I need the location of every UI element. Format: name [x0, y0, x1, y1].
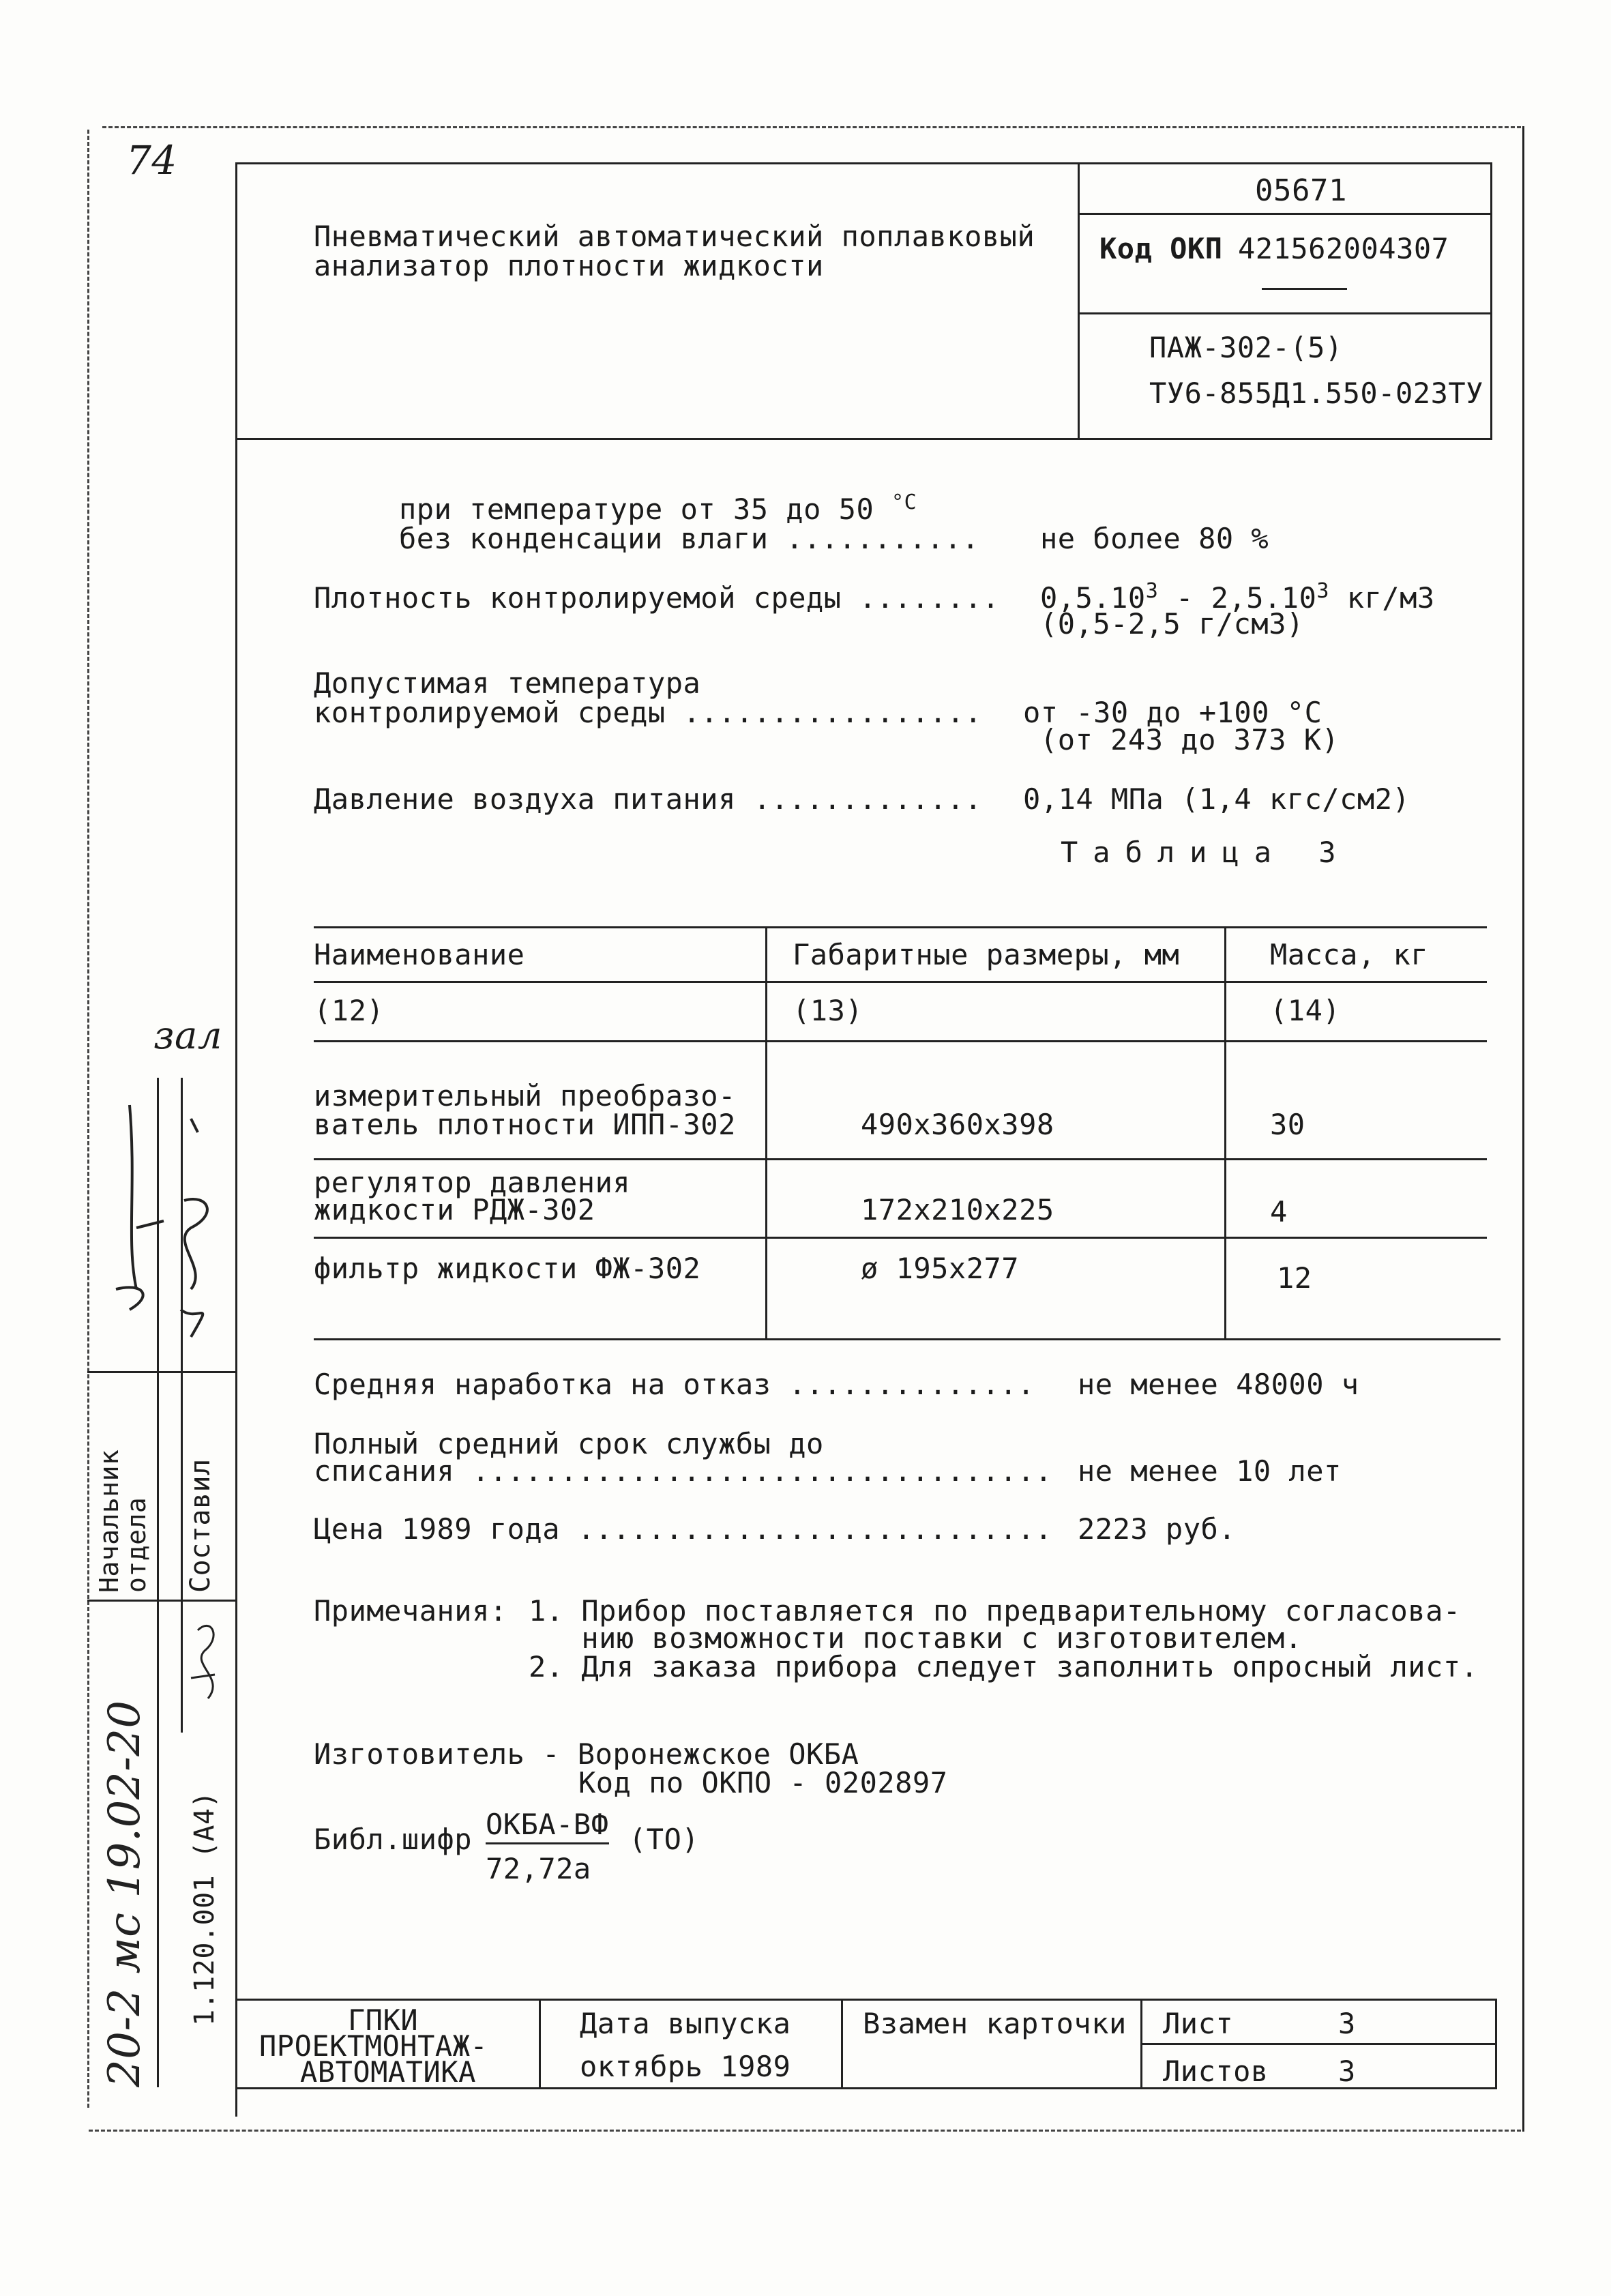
maker-label: Изготовитель - Воронежское ОКБА [314, 1737, 859, 1771]
table-row1-name2: ватель плотности ИПП-302 [314, 1108, 736, 1141]
lib-suffix: (ТО) [629, 1823, 700, 1856]
table-top-line [314, 926, 1487, 928]
table-col-divider-2 [1224, 926, 1226, 1339]
header-code-line [1078, 213, 1490, 215]
table-row2-line [314, 1237, 1487, 1239]
document-title-line1: Пневматический автоматический поплавковый [314, 220, 1035, 253]
mtbf-value: не менее 48000 ч [1078, 1368, 1359, 1401]
margin-stamp-code: 1.120.001 (А4) [189, 1791, 220, 2026]
footer-right-line [1495, 1999, 1497, 2089]
code-top: 05671 [1255, 173, 1347, 208]
tu-code: ТУ6-855Д1.550-023ТУ [1149, 377, 1483, 410]
okp-value: 421562004307 [1238, 232, 1449, 265]
okp-label: Код ОКП [1099, 232, 1223, 265]
footer-org3: АВТОМАТИКА [300, 2055, 476, 2089]
temp-line1 [399, 490, 917, 526]
margin-compiled-label: Составил [185, 1458, 216, 1593]
table-code-line [314, 1040, 1487, 1042]
life-label2: списания ................................. [314, 1454, 1053, 1488]
lib-den: 72,72а [486, 1852, 591, 1885]
header-right-line [1490, 162, 1492, 439]
lib-num [486, 1810, 609, 1840]
table-row1-name1: измерительный преобразо- [314, 1079, 736, 1113]
header-top-line [235, 162, 1490, 164]
temp2-value2: (от 243 до 373 К) [1040, 723, 1340, 756]
header-okp-line [1078, 312, 1490, 314]
note1-line1: 1. Прибор поставляется по предварительному согласова- [529, 1594, 1461, 1628]
density-value-b: - 2,5.10 [1158, 581, 1317, 615]
model-code: ПАЖ-302-(5) [1149, 331, 1343, 364]
footer-sheets-value: 3 [1338, 2055, 1356, 2088]
table-header-name: Наименование [314, 938, 525, 971]
table-row2-name2: жидкости РДЖ-302 [314, 1193, 595, 1226]
table-row3-size: ø 195х277 [861, 1252, 1020, 1285]
table-caption: Таблица 3 [1061, 836, 1351, 869]
header-divider [1078, 162, 1080, 439]
lib-label: Библ.шифр [314, 1823, 473, 1856]
page-number: 74 [126, 137, 177, 183]
footer-sheet-value: 3 [1338, 2007, 1356, 2040]
temp-unit: °С [891, 490, 917, 514]
table-row2-name1: регулятор давления [314, 1166, 631, 1199]
footer-org2: ПРОЕКТМОНТАЖ- [259, 2029, 488, 2063]
table-code-name: (12) [314, 994, 385, 1027]
table-row3-name1: фильтр жидкости ФЖ-302 [314, 1252, 701, 1285]
note2: 2. Для заказа прибора следует заполнить опросный лист. [529, 1650, 1479, 1683]
temp2-label2: контролируемой среды ................. [314, 696, 982, 729]
density-value-c: кг/м3 [1329, 581, 1435, 615]
footer-divider-2 [841, 1999, 843, 2089]
pressure-value: 0,14 МПа (1,4 кгс/см2) [1023, 782, 1410, 816]
life-label1: Полный средний срок службы до [314, 1427, 824, 1460]
margin-head-label: Начальник отдела [94, 1449, 151, 1593]
pressure-label: Давление воздуха питания ............. [314, 782, 982, 816]
footer-sheet-line [1140, 2043, 1495, 2045]
margin-hand-date: 20-2 мс 19.02-20 [100, 1700, 150, 2087]
table-row1-line [314, 1158, 1487, 1160]
header-bottom-line [235, 438, 1492, 440]
temp-line2: без конденсации влаги ........... [399, 522, 979, 555]
density-value-a: 0,5.10 [1040, 581, 1146, 615]
okp-underline [1262, 288, 1347, 290]
footer-replace-label: Взамен карточки [863, 2007, 1127, 2040]
footer-sheet-label: Лист [1163, 2007, 1234, 2040]
price-label: Цена 1989 года ........................... [314, 1512, 1053, 1546]
temp2-label1: Допустимая температура [314, 666, 701, 700]
price-value: 2223 руб. [1078, 1512, 1237, 1546]
lib-num-text: ОКБА-ВФ [486, 1808, 609, 1844]
footer-date-label: Дата выпуска [580, 2007, 791, 2040]
table-col-divider-1 [765, 926, 767, 1339]
table-header-size: Габаритные размеры, мм [793, 938, 1180, 971]
note1-line2: нию возможности поставки с изготовителем. [529, 1621, 1303, 1655]
margin-hand-note: зал [153, 1014, 223, 1058]
notes-label: Примечания: [314, 1594, 507, 1628]
temp-line1-text: при температуре от 35 до 50 [399, 492, 874, 526]
table-code-mass: (14) [1270, 994, 1341, 1027]
footer-org1: ГПКИ [348, 2003, 419, 2037]
footer-divider-1 [539, 1999, 541, 2089]
frame-bottom [89, 2130, 1521, 2132]
density-exp-1: 3 [1145, 579, 1159, 603]
table-row2-mass: 4 [1270, 1195, 1288, 1228]
table-header-mass: Масса, кг [1270, 938, 1429, 971]
temp-value: не более 80 % [1040, 522, 1269, 555]
table-row3-mass: 12 [1277, 1261, 1312, 1295]
footer-top-line [235, 1999, 1497, 2001]
density-value-2: (0,5-2,5 г/см3) [1040, 607, 1304, 641]
table-row1-size: 490х360х398 [861, 1108, 1054, 1141]
density-label: Плотность контролируемой среды ........ [314, 581, 1000, 615]
table-bottom-line [314, 1338, 1501, 1340]
mtbf-label: Средняя наработка на отказ .............. [314, 1368, 1035, 1401]
footer-date-value: октябрь 1989 [580, 2050, 791, 2083]
table-row2-size: 172х210х225 [861, 1193, 1054, 1226]
frame-top [102, 126, 1521, 128]
table-header-line [314, 981, 1487, 983]
document-title-line2: анализатор плотности жидкости [314, 249, 824, 282]
table-code-size: (13) [793, 994, 863, 1027]
maker-okpo: Код по ОКПО - 0202897 [578, 1766, 948, 1799]
life-value: не менее 10 лет [1078, 1454, 1342, 1488]
signature-scribbles [89, 1064, 246, 1746]
temp2-value1: от -30 до +100 °С [1023, 696, 1322, 729]
frame-right [1522, 126, 1524, 2132]
footer-sheets-label: Листов [1163, 2055, 1269, 2088]
table-row1-mass: 30 [1270, 1108, 1305, 1141]
density-exp-2: 3 [1316, 579, 1329, 603]
